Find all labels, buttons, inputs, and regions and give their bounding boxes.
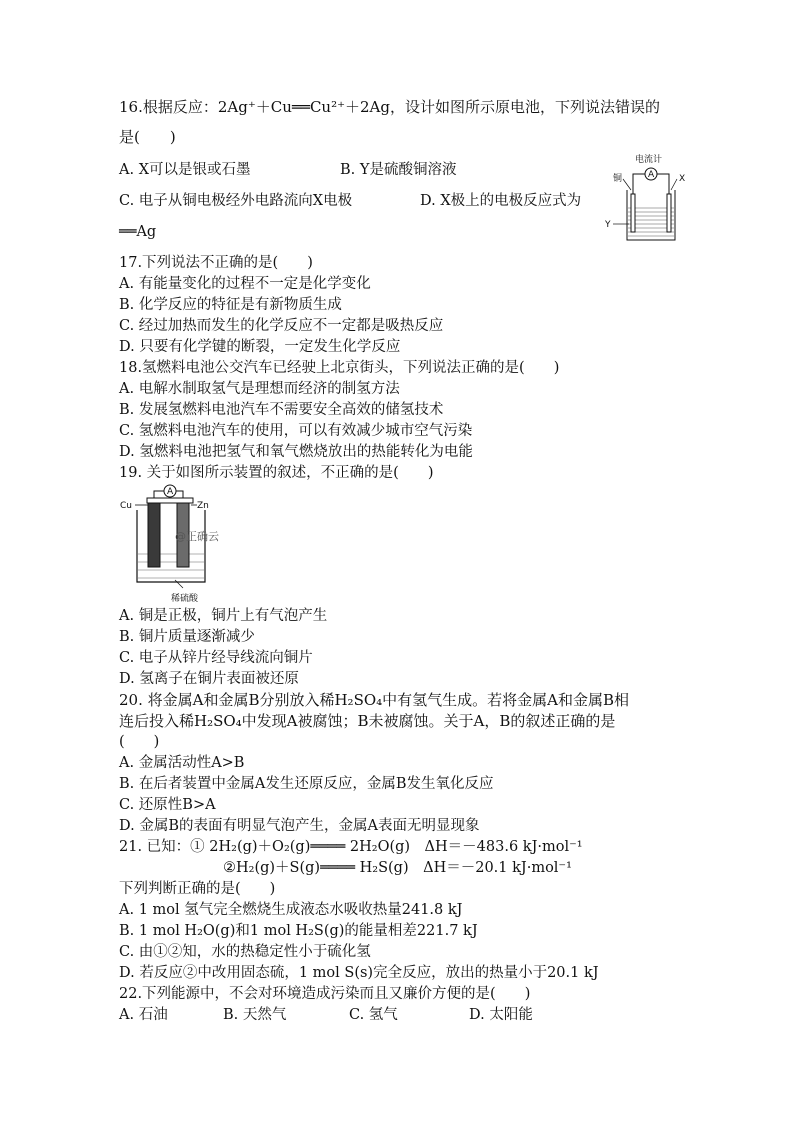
q19-option-d: D. 氢离子在铜片表面被还原 (119, 671, 299, 687)
q20-option-d: D. 金属B的表面有明显气泡产生，金属A表面无明显现象 (119, 818, 480, 834)
q16-option-b: B. Y是硫酸铜溶液 (340, 162, 457, 178)
q17-stem: 17.下列说法不正确的是( ) (119, 255, 313, 271)
q21-option-c: C. 由①②知，水的热稳定性小于硫化氢 (119, 944, 371, 960)
q19-option-a: A. 铜是正极，铜片上有气泡产生 (119, 608, 328, 624)
q19-beaker (137, 510, 205, 582)
q16-option-a: A. X可以是银或石墨 (119, 162, 251, 178)
q19-option-b: B. 铜片质量逐渐减少 (119, 629, 255, 645)
q16-fig-y-label: Y (605, 220, 611, 230)
q16-x-electrode (667, 194, 671, 232)
q16-wire-right (657, 174, 669, 194)
q22-option-c: C. 氢气 (349, 1007, 398, 1023)
q21-option-d: D. 若反应②中改用固态硫，1 mol S(s)完全反应，放出的热量小于20.1 kJ (119, 965, 599, 981)
q22-option-a: A. 石油 (119, 1007, 168, 1023)
q16-cu-leader (623, 179, 631, 190)
q16-option-d: D. X极上的电极反应式为 (420, 193, 582, 209)
q22-stem: 22.下列能源中，不会对环境造成污染而且又廉价方便的是( ) (119, 986, 531, 1002)
q17-option-b: B. 化学反应的特征是有新物质生成 (119, 297, 342, 313)
q20-stem-line3: ( ) (119, 734, 160, 750)
q21-given-line1: 21. 已知：① 2H₂(g)＋O₂(g)════ 2H₂O(g) ΔH＝－483.6 kJ·mol⁻¹ (119, 839, 583, 855)
q22-option-b: B. 天然气 (223, 1007, 287, 1023)
q20-stem-line2: 连后投入稀H₂SO₄中发现A被腐蚀；B未被腐蚀。关于A，B的叙述正确的是 (119, 712, 616, 730)
q16-cell-diagram (605, 150, 705, 250)
q16-x-leader (671, 179, 677, 190)
q21-stem: 下列判断正确的是( ) (119, 881, 276, 897)
q16-cu-electrode (631, 194, 635, 232)
q19-cell-diagram (117, 484, 227, 606)
q19-stem: 19. 关于如图所示装置的叙述，不正确的是( ) (119, 465, 434, 481)
q20-option-a: A. 金属活动性A>B (119, 755, 245, 771)
q21-given-line2: ②H₂(g)＋S(g)════ H₂S(g) ΔH＝－20.1 kJ·mol⁻¹ (223, 860, 572, 876)
q19-top-bar (147, 498, 193, 503)
q18-option-a: A. 电解水制取氢气是理想而经济的制氢方法 (119, 381, 400, 397)
q19-fig-zn-label: Zn (197, 501, 209, 511)
q20-stem-line1: 20. 将金属A和金属B分别放入稀H₂SO₄中有氢气生成。若将金属A和金属B相 (119, 691, 630, 709)
q16-wire-left (633, 174, 645, 194)
q19-cu-plate (148, 503, 160, 567)
q18-option-d: D. 氢燃料电池把氢气和氧气燃烧放出的热能转化为电能 (119, 444, 473, 460)
q21-option-a: A. 1 mol 氢气完全燃烧生成液态水吸收热量241.8 kJ (119, 902, 463, 918)
q16-option-c: C. 电子从铜电极经外电路流向X电极 (119, 193, 353, 209)
q19-fig-cu-label: Cu (120, 501, 132, 511)
q16-fig-x-label: X (679, 174, 686, 184)
q17-option-a: A. 有能量变化的过程不一定是化学变化 (119, 276, 371, 292)
q19-wire-right (176, 491, 183, 498)
q17-option-c: C. 经过加热而发生的化学反应不一定都是吸热反应 (119, 318, 444, 334)
q16-stem-line2: 是( ) (119, 128, 176, 146)
q19-acid-leader (175, 580, 183, 588)
q16-fig-ammeter-label: 电流计 (635, 155, 663, 165)
q18-option-c: C. 氢燃料电池汽车的使用，可以有效减少城市空气污染 (119, 423, 473, 439)
q18-option-b: B. 发展氢燃料电池汽车不需要安全高效的储氢技术 (119, 402, 444, 418)
q16-fig-ammeter-symbol: A (648, 170, 655, 180)
q19-option-c: C. 电子从锌片经导线流向铜片 (119, 650, 313, 666)
q19-fig-watermark: @正确云 (175, 530, 219, 543)
q16-fig-cu-label: 铜 (613, 174, 623, 184)
q20-option-c: C. 还原性B>A (119, 797, 216, 813)
q18-stem: 18.氢燃料电池公交汽车已经驶上北京街头，下列说法正确的是( ) (119, 360, 560, 376)
q21-option-b: B. 1 mol H₂O(g)和1 mol H₂S(g)的能量相差221.7 kJ (119, 923, 478, 939)
q16-stem-line1: 16.根据反应：2Ag⁺＋Cu══Cu²⁺＋2Ag，设计如图所示原电池，下列说法错误的 (119, 98, 660, 116)
q19-fig-acid-label: 稀硫酸 (171, 594, 199, 604)
q19-fig-ammeter-symbol: A (167, 487, 174, 497)
q16-option-d-continued: ══Ag (119, 224, 157, 240)
q20-option-b: B. 在后者装置中金属A发生还原反应，金属B发生氧化反应 (119, 776, 494, 792)
q19-wire-left (154, 491, 164, 498)
q22-option-d: D. 太阳能 (469, 1007, 533, 1023)
q17-option-d: D. 只要有化学键的断裂，一定发生化学反应 (119, 339, 401, 355)
